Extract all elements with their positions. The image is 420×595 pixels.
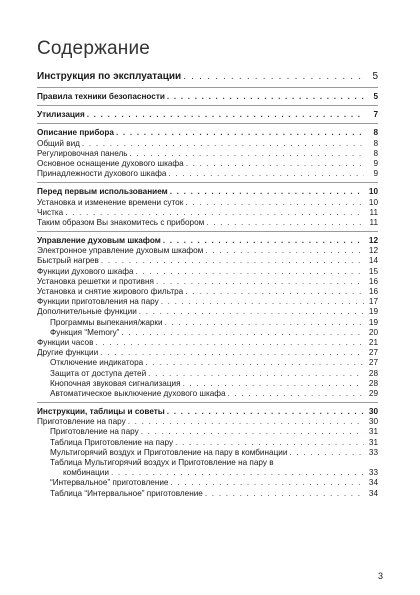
toc-entry[interactable]: [37, 169, 378, 179]
toc-entry[interactable]: [37, 468, 378, 478]
toc-entry[interactable]: [37, 358, 378, 368]
leader-dots: [95, 338, 364, 348]
toc-page: 34: [368, 488, 378, 498]
toc-label: Инструкции, таблицы и советы: [37, 407, 165, 417]
toc-page: 8: [373, 128, 378, 138]
leader-dots: [136, 267, 364, 277]
toc-entry[interactable]: [37, 389, 378, 399]
leader-dots: [156, 277, 364, 287]
toc-page: 8: [373, 148, 378, 158]
toc-label: Описание прибора: [37, 128, 114, 138]
toc-label: Функции духового шкафа: [37, 266, 134, 276]
leader-dots: [206, 218, 364, 228]
toc-entry[interactable]: [37, 110, 378, 120]
leader-dots: [183, 379, 364, 389]
toc-page: 12: [368, 246, 378, 256]
toc-label: Основное оснащение духового шкафа: [37, 158, 184, 168]
toc-entry[interactable]: [37, 458, 378, 468]
toc-page: 8: [373, 138, 378, 148]
toc-label: Защита от доступа детей: [50, 368, 147, 378]
leader-dots: [161, 297, 364, 307]
toc-page: 20: [368, 327, 378, 337]
leader-dots: [116, 128, 364, 138]
toc-entry[interactable]: [37, 187, 378, 197]
toc-label: Таким образом Вы знакомитесь с прибором: [37, 217, 205, 227]
leader-dots: [101, 256, 364, 266]
toc-label: Таблица Мультигорячий воздух и Приготовление на пару в: [50, 458, 274, 467]
toc-label: Правила техники безопасности: [37, 92, 165, 101]
toc-entry[interactable]: [37, 417, 378, 427]
toc-label: Отключение индикатора: [50, 358, 144, 368]
toc-entry[interactable]: [37, 159, 378, 169]
toc-page: 9: [373, 158, 378, 168]
toc-label: Электронное управление духовым шкафом: [37, 246, 204, 256]
toc-entry[interactable]: [37, 149, 378, 159]
leader-dots: [163, 236, 364, 246]
toc-label: Регулировочная панель: [37, 148, 128, 158]
toc-entry[interactable]: [37, 438, 378, 448]
toc-entry[interactable]: [37, 246, 378, 256]
toc-entry[interactable]: [37, 236, 378, 246]
toc-page: 33: [368, 468, 378, 478]
divider: [37, 105, 378, 106]
toc-page: 5: [372, 71, 378, 82]
toc-page: 28: [368, 378, 378, 388]
toc-page: 28: [368, 368, 378, 378]
toc-entry[interactable]: [37, 328, 378, 338]
leader-dots: [165, 318, 364, 328]
toc-page: 33: [368, 447, 378, 457]
table-of-contents: [37, 70, 378, 499]
toc-page: 12: [368, 236, 378, 246]
toc-page: 29: [368, 388, 378, 398]
toc-label: Перед первым использованием: [37, 187, 168, 197]
toc-label: Кнопочная звуковая сигнализация: [50, 378, 181, 388]
toc-entry[interactable]: [37, 92, 378, 102]
divider: [37, 182, 378, 183]
leader-dots: [185, 198, 364, 208]
toc-label: Дополнительные функции: [37, 307, 137, 317]
leader-dots: [168, 169, 364, 179]
toc-entry[interactable]: [37, 379, 378, 389]
toc-label: комбинации: [63, 468, 109, 478]
toc-label: Приготовление на пару: [37, 417, 126, 427]
toc-page: 11: [369, 217, 378, 227]
toc-page: 31: [368, 437, 378, 447]
toc-entry[interactable]: [37, 307, 378, 317]
toc-page: 30: [368, 407, 378, 417]
toc-page: 11: [369, 207, 378, 217]
leader-dots: [205, 489, 364, 499]
toc-page: 19: [368, 307, 378, 317]
toc-entry[interactable]: [37, 338, 378, 348]
leader-dots: [100, 348, 364, 358]
divider: [37, 123, 378, 124]
toc-page: 21: [368, 337, 378, 347]
toc-label: Приготовление на пару: [50, 427, 139, 437]
toc-page: 16: [368, 287, 378, 296]
leader-dots: [141, 427, 364, 437]
leader-dots: [148, 369, 364, 379]
toc-page: 10: [368, 197, 378, 207]
toc-label: Другие функции: [37, 348, 99, 358]
toc-page: 30: [368, 417, 378, 427]
leader-dots: [186, 159, 364, 169]
leader-dots: [170, 187, 364, 197]
divider: [37, 402, 378, 403]
leader-dots: [185, 287, 364, 297]
toc-label: Принадлежности духового шкафа: [37, 169, 167, 179]
toc-label: Установка решетки и противня: [37, 276, 154, 286]
toc-label: “Интервальное” приготовление: [50, 478, 169, 488]
toc-label: Функции приготовления на пару: [37, 297, 159, 307]
toc-entry[interactable]: [37, 218, 378, 228]
leader-dots: [170, 478, 364, 488]
toc-page: 19: [368, 317, 378, 327]
toc-page: 5: [373, 92, 378, 101]
toc-page: 17: [368, 297, 378, 307]
toc-entry[interactable]: [37, 277, 378, 287]
toc-page: 34: [368, 478, 378, 488]
toc-entry[interactable]: [37, 448, 378, 458]
toc-label: Управление духовым шкафом: [37, 236, 161, 246]
leader-dots: [82, 139, 364, 149]
leader-dots: [65, 208, 364, 218]
toc-label: Инструкция по эксплуатации: [37, 71, 182, 82]
toc-label: Чистка: [37, 207, 64, 217]
toc-page: 7: [373, 110, 378, 120]
toc-label: Мультигорячий воздух и Приготовление на пару в комбинации: [50, 447, 288, 457]
toc-label: Быстрый нагрев: [37, 256, 99, 266]
toc-entry[interactable]: [37, 267, 378, 277]
leader-dots: [87, 110, 364, 120]
leader-dots: [130, 149, 364, 159]
toc-label: Утилизация: [37, 110, 85, 120]
divider: [37, 87, 378, 88]
toc-page: 27: [368, 358, 378, 368]
toc-label: Общий вид: [37, 138, 80, 148]
leader-dots: [128, 417, 364, 427]
leader-dots: [289, 448, 364, 458]
page-title: Содержание: [37, 38, 151, 59]
leader-dots: [139, 307, 364, 317]
toc-entry[interactable]: [37, 348, 378, 358]
toc-label: Установка и изменение времени суток: [37, 197, 184, 207]
leader-dots: [228, 389, 364, 399]
toc-label: Программы выпекания/жарки: [50, 317, 163, 327]
toc-page: 15: [368, 266, 378, 276]
toc-entry[interactable]: [37, 318, 378, 328]
toc-entry[interactable]: [37, 369, 378, 379]
toc-entry[interactable]: [37, 478, 378, 488]
toc-entry[interactable]: [37, 198, 378, 208]
toc-page: 14: [368, 256, 378, 266]
toc-label: Таблица “Интервальное” приготовление: [50, 488, 203, 498]
toc-entry[interactable]: [37, 427, 378, 437]
toc-entry[interactable]: [37, 297, 378, 307]
toc-page: 31: [368, 427, 378, 437]
toc-entry[interactable]: [37, 287, 378, 297]
toc-label: Функции часов: [37, 337, 94, 347]
leader-dots: [175, 438, 364, 448]
toc-page: 10: [368, 187, 378, 197]
toc-entry[interactable]: [37, 139, 378, 149]
toc-entry[interactable]: [37, 256, 378, 266]
leader-dots: [167, 407, 364, 417]
toc-section-operating-instructions[interactable]: [37, 70, 378, 84]
leader-dots: [121, 328, 364, 338]
toc-entry[interactable]: [37, 208, 378, 218]
toc-entry[interactable]: [37, 407, 378, 417]
toc-page: 9: [373, 169, 378, 179]
leader-dots: [167, 92, 364, 102]
toc-label: Функция “Memory”: [50, 327, 120, 337]
toc-label: Установка и снятие жирового фильтра: [37, 287, 184, 296]
leader-dots: [183, 70, 364, 84]
leader-dots: [205, 246, 364, 256]
toc-entry[interactable]: [37, 128, 378, 138]
toc-entry[interactable]: [37, 489, 378, 499]
leader-dots: [111, 468, 364, 478]
toc-label: Автоматическое выключение духового шкафа: [50, 388, 226, 398]
toc-label: Таблица Приготовление на пару: [50, 437, 174, 447]
toc-page: 16: [368, 276, 378, 286]
divider: [37, 231, 378, 232]
page-number: 3: [377, 571, 383, 581]
leader-dots: [145, 358, 364, 368]
toc-page: 27: [368, 348, 378, 358]
